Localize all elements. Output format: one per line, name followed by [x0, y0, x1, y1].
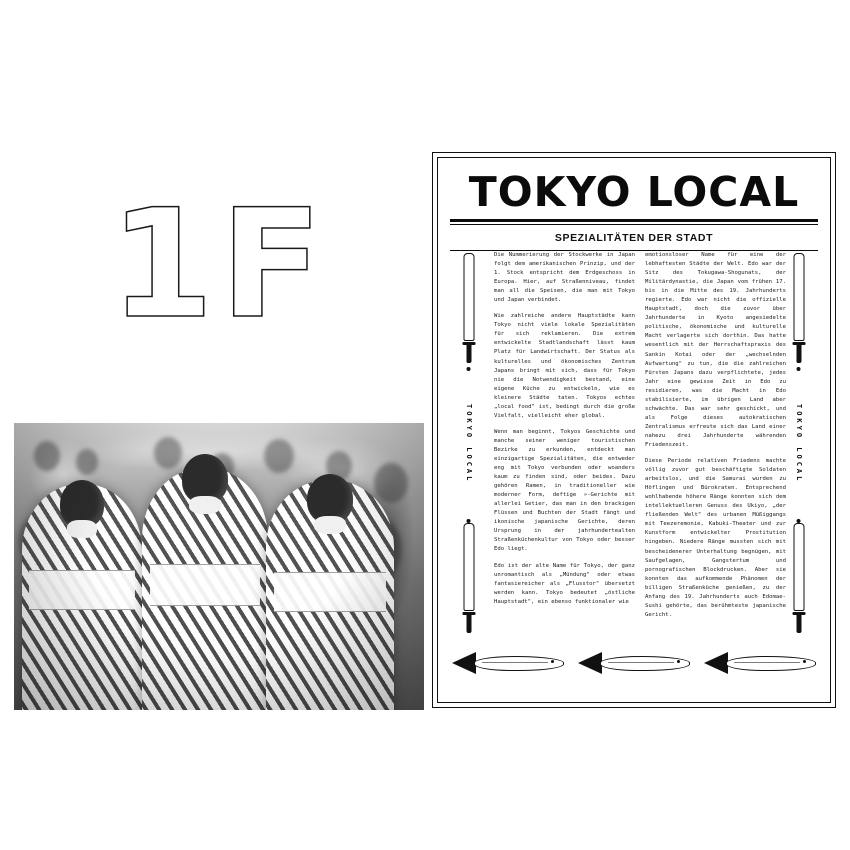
crowd-figure — [154, 437, 182, 469]
dot-divider — [797, 355, 802, 375]
katana-sword-icon — [463, 523, 476, 633]
rule-thin — [450, 224, 818, 225]
neckline — [67, 520, 97, 538]
paragraph: Diese Periode relativen Friedens machte völlig zuvor gut beschäftigte Soldaten arbeitslos, und die Samurai wurden zu Höflingen und Bürokraten. Entsprechend wohlhabende höhere Ränge konnten sich dem intellektuelleren Genuss des Ukiyo, „der fließenden Welt" des urbanen Müßiggangs mit Teezeremonie, Kabuki-Theater und zur Kunstform entwickelter Prostitution hingeben. Niedere Ränge mussten sich mit bescheidenerer Unterhaltung begnügen, mit Saufgelagen, Gangstertum und pornografischen Blockdrucken. Aber sie konnten das aufkommende Phänomen der billigen Straßenküche genießen, zu der Anfang des 19. Jahrhunderts auch Edomae-Sushi gehörte, das berühmteste japanische Gericht. — [645, 458, 786, 618]
katana-sword-icon — [463, 253, 476, 363]
obi-sash — [29, 570, 135, 610]
fish-ornament-row — [452, 646, 816, 680]
right-page — [432, 152, 836, 708]
left-page — [14, 140, 424, 710]
rule-thick — [450, 219, 818, 222]
obi-sash — [150, 564, 261, 606]
paragraph: Wenn man beginnt, Tokyos Geschichte und manche seiner weniger touristischen Bezirke zu erkunden, entdeckt man einzigartige Spezialitäten, die entweder eng mit Tokyo verbunden oder woanders kaum zu finden sind, oder beides. Dazu gehören Ramen, in traditioneller wie moderner Form, deftige »-Gerichte mit allerlei Getier, das man in den brackigen Flüssen und Buchten der Stadt fängt und ikonische japanische Gerichte, deren Ursprung in der jahrhundertealten Straßenküchenkultur von Tokyo oder besser Edo liegt. — [494, 428, 635, 553]
paragraph: Wie zahlreiche andere Hauptstädte kann Tokyo nicht viele lokale Spezialitäten für sich reklamieren. Die extrem entwickelte Stadtlandschaft lässt kaum Platz für Landwirtschaft. Der Status als kulturelles und ökonomisches Zentrum Japans bringt mit sich, dass für Tokyo nie die Notwendigkeit bestand, eine eigene Küche zu entwickeln, wie es kleinere Städte taten. Tokyos echtes „local food" ist, bedingt durch die große Vielfalt, vielleicht eher global. — [494, 313, 635, 419]
fish-icon — [452, 652, 564, 674]
vertical-label-left: TOKYO LOCAL — [465, 404, 473, 484]
kimono-figure — [22, 484, 142, 710]
text-columns — [494, 251, 786, 635]
crowd-figure — [374, 463, 408, 503]
right-ornament-rail — [778, 251, 820, 635]
kimono-figure — [142, 468, 268, 710]
katana-sword-icon — [793, 523, 806, 633]
floor-number-heading: 1F — [109, 178, 329, 352]
dot-divider — [467, 355, 472, 375]
column-left — [494, 251, 635, 635]
page-frame — [437, 157, 831, 703]
vertical-label-right: TOKYO LOCAL — [795, 404, 803, 484]
paragraph: Edo ist der alte Name für Tokyo, der ganz unromantisch als „Mündung" oder etwas fantasiereicher als „Flusstor" übersetzt werden kann. Tokyo bedeutet „östliche Hauptstadt", ein ebenso funktionaler wie — [494, 562, 635, 605]
kimono-photo — [14, 423, 424, 710]
fish-icon — [578, 652, 690, 674]
masthead-title: TOKYO LOCAL — [468, 168, 800, 216]
left-ornament-rail — [448, 251, 490, 635]
crowd-figure — [76, 449, 98, 475]
katana-sword-icon — [793, 253, 806, 363]
crowd-figure — [34, 441, 60, 471]
section-subtitle: SPEZIALITÄTEN DER STADT — [554, 232, 714, 244]
column-right — [645, 251, 786, 635]
crowd-figure — [264, 439, 294, 473]
article-body — [448, 251, 820, 635]
paragraph: Die Nummerierung der Stockwerke in Japan folgt dem amerikanischen Prinzip, und der 1. Stock entspricht dem Erdgeschoss in Europa. Hier, auf Straßenniveau, findet man all die Speisen, die man mit Tokyo und Japan verbindet. — [494, 252, 635, 304]
neckline — [189, 496, 221, 514]
paragraph: emotionsloser Name für eine der lebhaftesten Städte der Welt. Edo war der Sitz des Tokugawa-Shogunats, der Militärdynastie, die Japan vom frühen 17. bis in die Mitte des 19. Jahrhunderts regierte. Edo war nicht die offizielle Hauptstadt, doch die zuvor über Jahrhunderte in Kyoto angesiedelte politische, ökonomische und kulturelle Macht verlagerte sich dorthin. Das hatte wesentlich mit der Herrschaftspraxis des Sankin Kotai oder der „wechselnden Aufwartung" zu tun, die die zahlreichen Fürsten Japans dazu verpflichtete, jedes Jahr eine gewisse Zeit in Edo zu residieren, was die Macht in Edo stabilisierte, im übrigen Land aber schwächte. Das war sehr geschickt, und als Folge dieses autokratischen Zentralismus erfreute sich das Land einer nahezu drei Jahrhunderte währenden Friedenszeit. — [645, 252, 786, 448]
fish-icon — [704, 652, 816, 674]
kimono-figure — [266, 480, 394, 710]
obi-sash — [274, 572, 387, 612]
neckline — [314, 516, 346, 534]
